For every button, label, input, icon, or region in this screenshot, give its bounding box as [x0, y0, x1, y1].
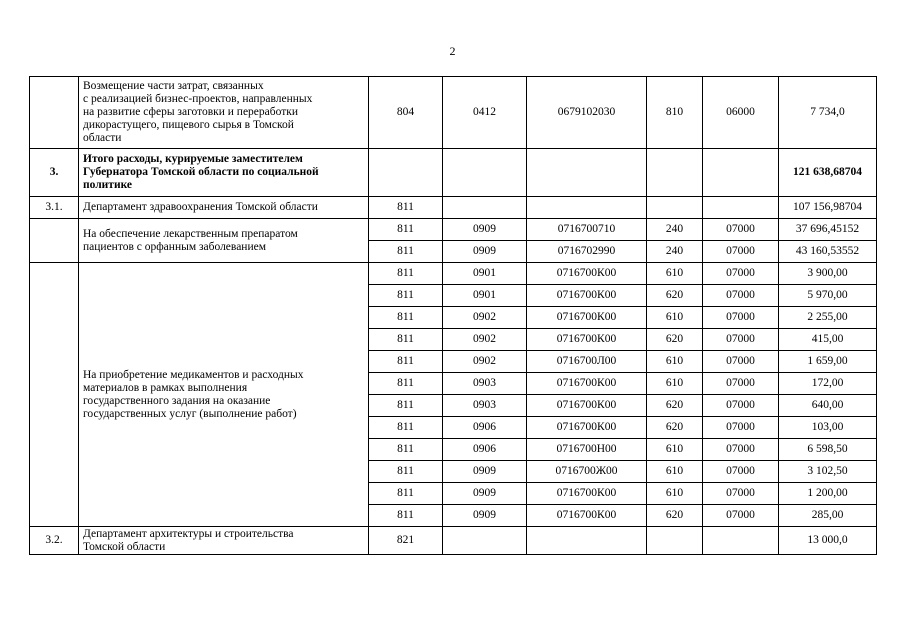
target-article-code: 0716700К00 [527, 505, 647, 527]
row-description: Департамент здравоохранения Томской области [79, 197, 369, 219]
target-article-code: 0716700Л00 [527, 351, 647, 373]
amount: 285,00 [779, 505, 877, 527]
section-code: 0906 [443, 417, 527, 439]
expense-type-code: 240 [647, 241, 703, 263]
desc-line: Возмещение части затрат, связанных [83, 80, 264, 92]
amount: 6 598,50 [779, 439, 877, 461]
desc-line: области [83, 132, 122, 144]
kosgu-code: 07000 [703, 307, 779, 329]
expense-type-code: 620 [647, 329, 703, 351]
row-number: 3.2. [30, 527, 79, 555]
empty-cell [527, 149, 647, 197]
kosgu-code: 07000 [703, 395, 779, 417]
expense-type-code: 810 [647, 77, 703, 149]
department-code: 811 [369, 285, 443, 307]
desc-line: государственного задания на оказание [83, 394, 271, 407]
department-code: 811 [369, 219, 443, 241]
amount: 1 659,00 [779, 351, 877, 373]
empty-cell [703, 197, 779, 219]
desc-line: Губернатора Томской области по социальной [83, 166, 319, 178]
kosgu-code: 07000 [703, 417, 779, 439]
desc-line: на развитие сферы заготовки и переработки [83, 106, 298, 118]
section-code: 0909 [443, 241, 527, 263]
amount: 121 638,68704 [779, 149, 877, 197]
expense-type-code: 610 [647, 307, 703, 329]
kosgu-code: 07000 [703, 373, 779, 395]
kosgu-code: 06000 [703, 77, 779, 149]
department-code: 811 [369, 351, 443, 373]
target-article-code: 0716700Ж00 [527, 461, 647, 483]
row-number [30, 77, 79, 149]
section-code: 0909 [443, 219, 527, 241]
desc-line: дикорастущего, пищевого сырья в Томской [83, 119, 294, 131]
amount: 37 696,45152 [779, 219, 877, 241]
department-code: 811 [369, 307, 443, 329]
desc-line: На приобретение медикаментов и расходных [83, 368, 304, 381]
empty-cell [527, 527, 647, 555]
department-code: 811 [369, 263, 443, 285]
target-article-code: 0716700К00 [527, 329, 647, 351]
kosgu-code: 07000 [703, 439, 779, 461]
department-code: 811 [369, 395, 443, 417]
amount: 103,00 [779, 417, 877, 439]
amount: 415,00 [779, 329, 877, 351]
kosgu-code: 07000 [703, 329, 779, 351]
table-row [30, 149, 877, 197]
department-code: 811 [369, 505, 443, 527]
row-description [79, 263, 369, 527]
target-article-code: 0716702990 [527, 241, 647, 263]
desc-line: материалов в рамках выполнения [83, 381, 248, 394]
section-code: 0902 [443, 329, 527, 351]
table-row [30, 77, 877, 149]
row-number: 3.1. [30, 197, 79, 219]
expense-type-code: 610 [647, 461, 703, 483]
amount: 43 160,53552 [779, 241, 877, 263]
kosgu-code: 07000 [703, 219, 779, 241]
amount: 5 970,00 [779, 285, 877, 307]
department-code: 811 [369, 197, 443, 219]
section-code: 0902 [443, 307, 527, 329]
empty-cell [30, 263, 79, 527]
expense-type-code: 610 [647, 483, 703, 505]
kosgu-code: 07000 [703, 483, 779, 505]
department-code: 821 [369, 527, 443, 555]
amount: 7 734,0 [779, 77, 877, 149]
row-description [79, 77, 369, 149]
desc-line: Департамент архитектуры и строительства [83, 527, 294, 540]
expense-type-code: 240 [647, 219, 703, 241]
empty-cell [527, 197, 647, 219]
empty-cell [647, 197, 703, 219]
page-number: 2 [449, 44, 456, 58]
section-code: 0909 [443, 505, 527, 527]
expense-type-code: 620 [647, 505, 703, 527]
amount: 3 900,00 [779, 263, 877, 285]
kosgu-code: 07000 [703, 505, 779, 527]
target-article-code: 0716700К00 [527, 307, 647, 329]
section-code: 0901 [443, 263, 527, 285]
row-description [79, 527, 369, 555]
kosgu-code: 07000 [703, 285, 779, 307]
section-code: 0412 [443, 77, 527, 149]
department-code: 811 [369, 329, 443, 351]
row-description [79, 219, 369, 263]
empty-cell [703, 149, 779, 197]
target-article-code: 0716700К00 [527, 373, 647, 395]
table-row [30, 263, 877, 285]
target-article-code: 0716700710 [527, 219, 647, 241]
expense-type-code: 620 [647, 395, 703, 417]
department-code: 811 [369, 417, 443, 439]
kosgu-code: 07000 [703, 241, 779, 263]
department-code: 804 [369, 77, 443, 149]
empty-cell [647, 527, 703, 555]
desc-line: политике [83, 179, 133, 191]
amount: 13 000,0 [779, 527, 877, 555]
target-article-code: 0716700К00 [527, 417, 647, 439]
expense-type-code: 610 [647, 263, 703, 285]
target-article-code: 0716700К00 [527, 483, 647, 505]
target-article-code: 0716700К00 [527, 395, 647, 417]
row-number: 3. [30, 149, 79, 197]
desc-line: пациентов с орфанным заболеванием [83, 240, 266, 253]
empty-cell [703, 527, 779, 555]
section-code: 0903 [443, 373, 527, 395]
empty-cell [30, 219, 79, 263]
section-code: 0906 [443, 439, 527, 461]
expense-type-code: 620 [647, 417, 703, 439]
target-article-code: 0716700К00 [527, 263, 647, 285]
department-code: 811 [369, 439, 443, 461]
section-code: 0902 [443, 351, 527, 373]
desc-line: Томской области [83, 540, 166, 553]
amount: 172,00 [779, 373, 877, 395]
empty-cell [369, 149, 443, 197]
kosgu-code: 07000 [703, 263, 779, 285]
desc-line: Итого расходы, курируемые заместителем [83, 153, 303, 165]
section-code: 0909 [443, 461, 527, 483]
table-row [30, 219, 877, 241]
empty-cell [443, 149, 527, 197]
section-code: 0903 [443, 395, 527, 417]
desc-line: государственных услуг (выполнение работ) [83, 407, 297, 420]
budget-table [29, 76, 877, 555]
expense-type-code: 620 [647, 285, 703, 307]
department-code: 811 [369, 483, 443, 505]
target-article-code: 0716700Н00 [527, 439, 647, 461]
amount: 1 200,00 [779, 483, 877, 505]
table-row [30, 197, 877, 219]
expense-type-code: 610 [647, 439, 703, 461]
desc-line: На обеспечение лекарственным препаратом [83, 227, 298, 240]
row-description [79, 149, 369, 197]
department-code: 811 [369, 241, 443, 263]
section-code: 0901 [443, 285, 527, 307]
kosgu-code: 07000 [703, 461, 779, 483]
kosgu-code: 07000 [703, 351, 779, 373]
section-code: 0909 [443, 483, 527, 505]
table-row [30, 527, 877, 555]
empty-cell [443, 527, 527, 555]
department-code: 811 [369, 373, 443, 395]
amount: 640,00 [779, 395, 877, 417]
empty-cell [443, 197, 527, 219]
amount: 2 255,00 [779, 307, 877, 329]
expense-type-code: 610 [647, 373, 703, 395]
target-article-code: 0716700К00 [527, 285, 647, 307]
expense-type-code: 610 [647, 351, 703, 373]
empty-cell [647, 149, 703, 197]
target-article-code: 0679102030 [527, 77, 647, 149]
amount: 107 156,98704 [779, 197, 877, 219]
department-code: 811 [369, 461, 443, 483]
amount: 3 102,50 [779, 461, 877, 483]
desc-line: с реализацией бизнес-проектов, направленных [83, 93, 313, 105]
